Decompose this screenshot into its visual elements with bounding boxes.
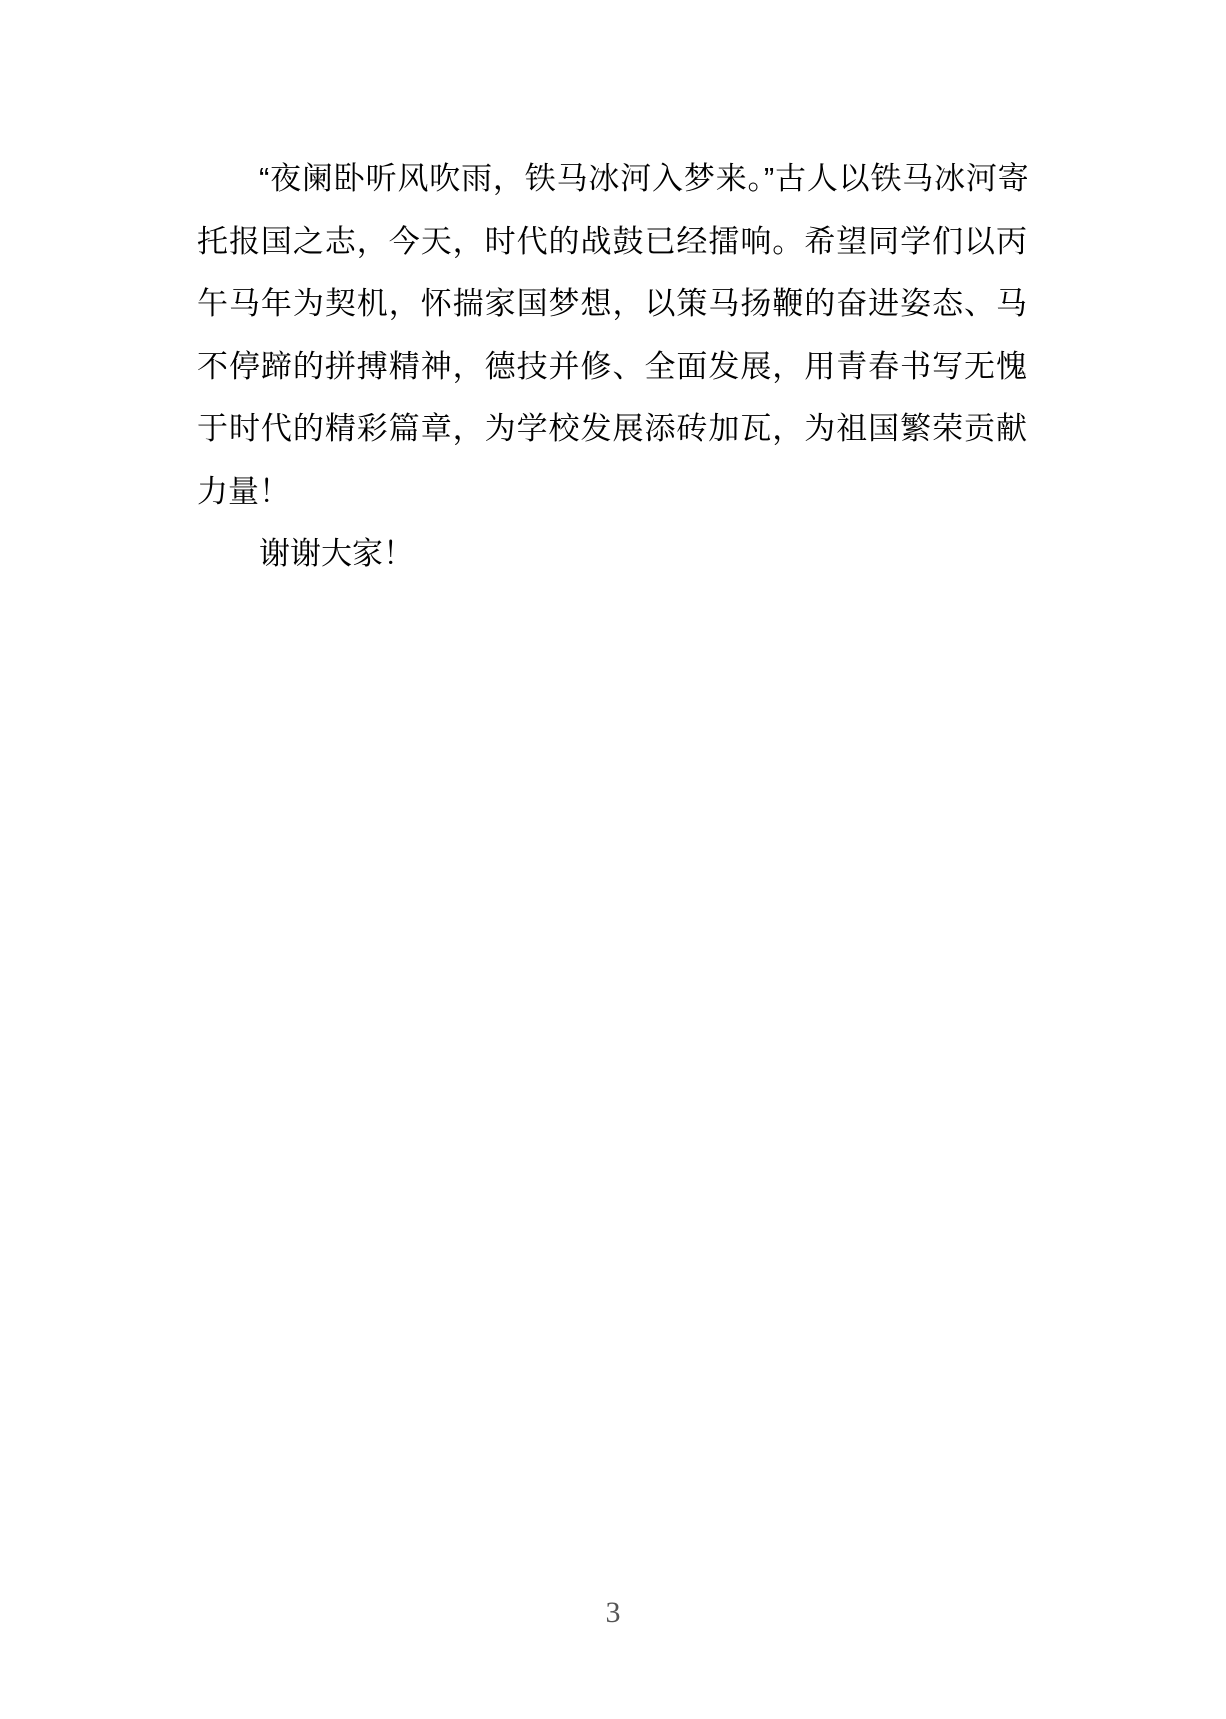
paragraph-1-line-6: 力量！	[197, 473, 290, 509]
body-text	[197, 148, 1027, 586]
page-number: 3	[605, 1596, 621, 1629]
paragraph-2-line-1: 谢谢大家！	[259, 536, 414, 571]
paragraph-1-line-4: 不停蹄的拼搏精神，德技并修、全面发展，用青春书写无愧	[197, 348, 1027, 384]
paragraph-1-line-2: 托报国之志，今天，时代的战鼓已经擂响。希望同学们以丙	[197, 223, 1027, 259]
paragraph-1-line-3: 午马年为契机，怀揣家国梦想，以策马扬鞭的奋进姿态、马	[197, 286, 1027, 321]
paragraph-1-line-5: 于时代的精彩篇章，为学校发展添砖加瓦，为祖国繁荣贡献	[197, 411, 1027, 446]
paragraph-1-line-1: “夜阑卧听风吹雨，铁马冰河入梦来。”古人以铁马冰河寄	[259, 161, 1027, 196]
